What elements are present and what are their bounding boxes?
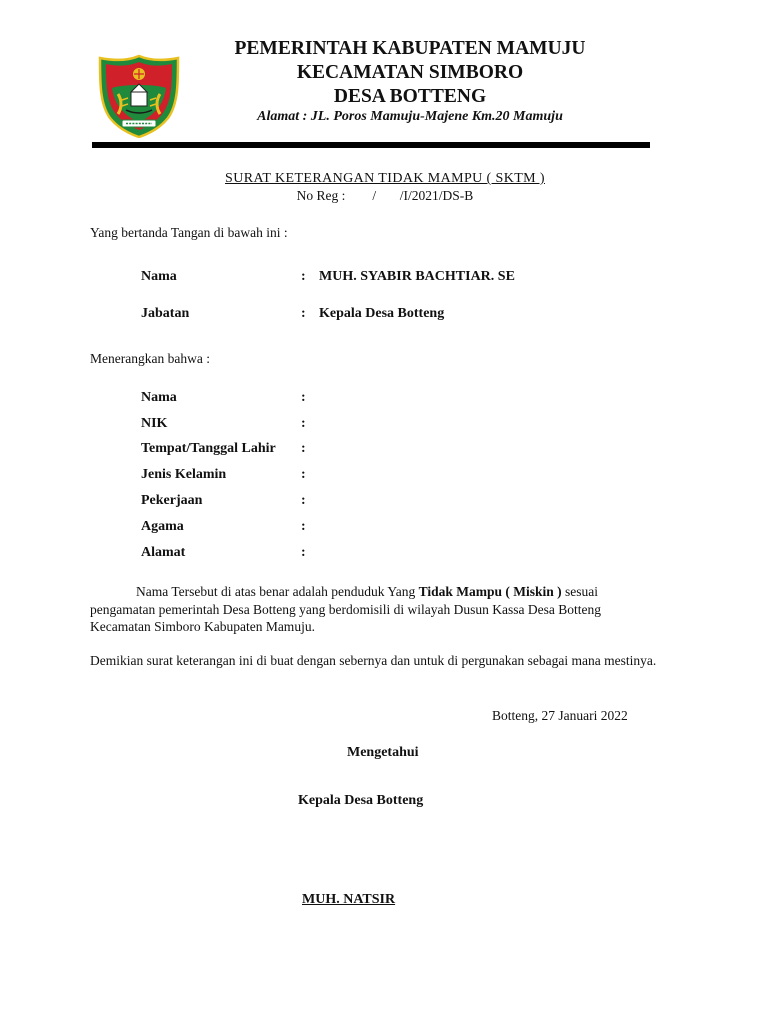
statement-paragraph xyxy=(90,583,650,636)
subject-name-colon: : xyxy=(301,390,306,405)
subject-gender-label: Jenis Kelamin xyxy=(141,467,227,482)
signer-name-label: Nama xyxy=(141,269,177,284)
subject-occupation-colon: : xyxy=(301,493,306,508)
letterhead-district: KECAMATAN SIMBORO xyxy=(296,62,524,83)
statement-before: Nama Tersebut di atas benar adalah penduduk Yang xyxy=(136,584,419,599)
letterhead-address: Alamat : JL. Poros Mamuju-Majene Km.20 Mamuju xyxy=(257,109,563,124)
subject-occupation-label: Pekerjaan xyxy=(141,493,203,508)
signer-name-value: MUH. SYABIR BACHTIAR. SE xyxy=(319,269,515,284)
subject-gender-colon: : xyxy=(301,467,306,482)
subject-religion-colon: : xyxy=(301,519,306,534)
closing-text: Demikian surat keterangan ini di buat dengan sebernya dan untuk di pergunakan sebagai mana mestinya. xyxy=(90,653,657,668)
document-reg-number: No Reg : / /I/2021/DS-B xyxy=(296,188,474,203)
signer-name: MUH. NATSIR xyxy=(302,892,396,907)
intro-text: Yang bertanda Tangan di bawah ini : xyxy=(90,225,288,240)
document-title: SURAT KETERANGAN TIDAK MAMPU ( SKTM ) xyxy=(225,171,545,186)
place-date: Botteng, 27 Januari 2022 xyxy=(492,708,628,723)
subject-address-colon: : xyxy=(301,545,306,560)
regency-emblem-icon xyxy=(98,54,180,138)
signer-name-colon: : xyxy=(301,269,306,284)
signer-position-value: Kepala Desa Botteng xyxy=(319,306,445,321)
signer-title: Kepala Desa Botteng xyxy=(298,793,424,808)
signer-position-label: Jabatan xyxy=(141,306,190,321)
subject-birth-colon: : xyxy=(301,441,306,456)
letterhead-village: DESA BOTTENG xyxy=(333,86,487,107)
acknowledge-label: Mengetahui xyxy=(347,745,419,760)
subject-nik-colon: : xyxy=(301,416,306,431)
letterhead-regency: PEMERINTAH KABUPATEN MAMUJU xyxy=(234,38,586,59)
subject-address-label: Alamat xyxy=(141,545,186,560)
declares-text: Menerangkan bahwa : xyxy=(90,351,210,366)
subject-birth-label: Tempat/Tanggal Lahir xyxy=(141,441,276,456)
subject-religion-label: Agama xyxy=(141,519,184,534)
statement-after: sesuai pengamatan pemerintah Desa Botteng yang berdomisili di wilayah Dusun Kassa Desa Botteng Kecamatan Simboro Kabupaten Mamuju. xyxy=(90,584,602,634)
signer-position-colon: : xyxy=(301,306,306,321)
letterhead-divider xyxy=(92,142,650,148)
statement-emphasis: Tidak Mampu ( Miskin ) xyxy=(418,584,562,599)
subject-nik-label: NIK xyxy=(141,416,168,431)
subject-name-label: Nama xyxy=(141,390,177,405)
